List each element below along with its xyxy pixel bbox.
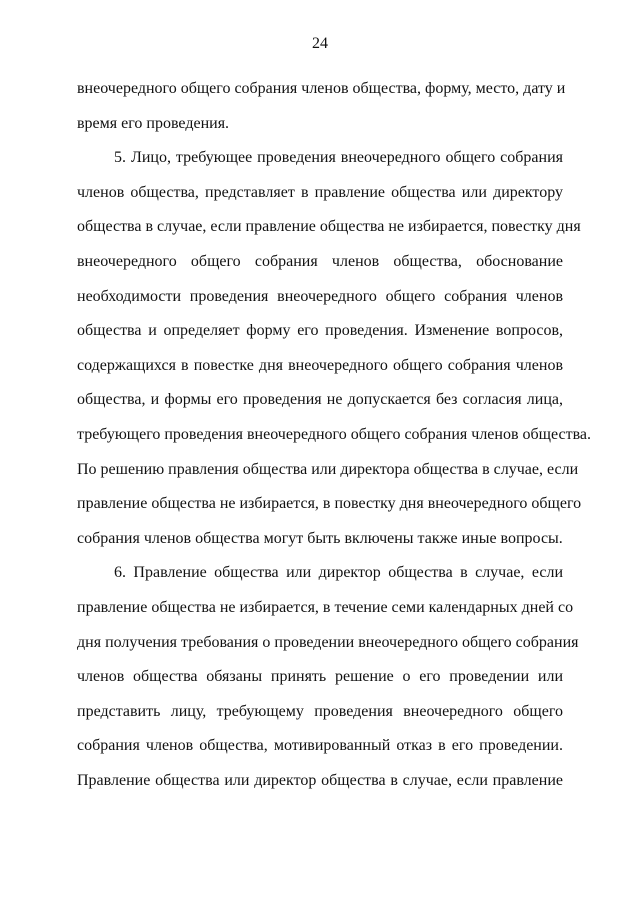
text-line: Правление общества или директор общества в случае, если правление xyxy=(77,771,563,789)
text-line: внеочередного общего собрания членов общества, форму, место, дату и xyxy=(77,80,566,97)
text-line: членов общества обязаны принять решение о его проведении или xyxy=(77,668,563,686)
text-line: общества в случае, если правление общества не избирается, повестку дня xyxy=(77,218,581,236)
text-line: собрания членов общества могут быть включены также иные вопросы. xyxy=(77,529,563,547)
text-line: требующего проведения внеочередного общего собрания членов общества. xyxy=(77,425,592,443)
text-line: дня получения требования о проведении внеочередного общего собрания xyxy=(77,633,579,651)
text-line: внеочередного общего собрания членов общества, обоснование xyxy=(77,252,563,270)
text-line: содержащихся в повестке дня внеочередного общего собрания членов xyxy=(77,356,563,374)
text-line: время его проведения. xyxy=(77,114,230,132)
text-line: По решению правления общества или директора общества в случае, если xyxy=(77,460,579,478)
text-line: 6. Правление общества или директор общества в случае, если xyxy=(114,564,563,582)
text-line: собрания членов общества, мотивированный отказ в его проведении. xyxy=(77,737,563,755)
text-line: общества и определяет форму его проведения. Изменение вопросов, xyxy=(77,322,563,340)
text-line: правление общества не избирается, в повестку дня внеочередного общего xyxy=(77,495,582,513)
page-number: 24 xyxy=(312,35,328,52)
text-line: правление общества не избирается, в течение семи календарных дней со xyxy=(77,598,574,616)
text-line: общества, и формы его проведения не допускается без согласия лица, xyxy=(77,391,563,409)
text-line: 5. Лицо, требующее проведения внеочередного общего собрания xyxy=(114,149,563,167)
body-text xyxy=(77,72,592,798)
text-line: членов общества, представляет в правление общества или директору xyxy=(77,183,563,201)
text-line: необходимости проведения внеочередного общего собрания членов xyxy=(77,287,563,305)
text-line: представить лицу, требующему проведения внеочередного общего xyxy=(77,702,563,720)
